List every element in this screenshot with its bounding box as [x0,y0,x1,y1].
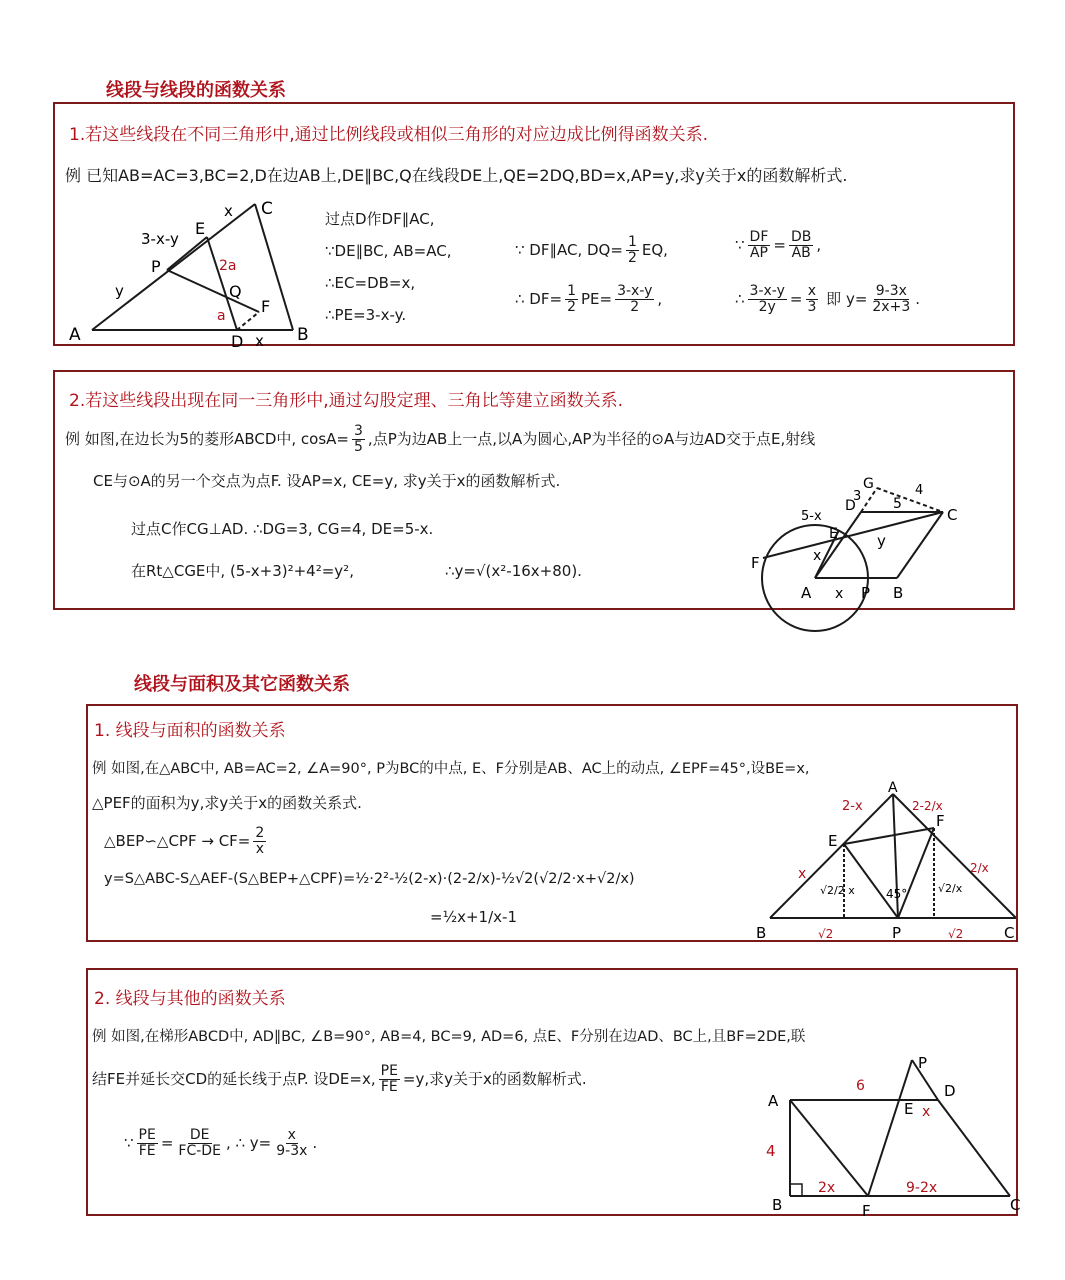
card2-step1: 过点C作CG⊥AD. ∴DG=3, CG=4, DE=5-x. [131,520,434,538]
fig2-label-B: B [893,584,904,602]
fig2-seg-5x: 5-x [801,509,822,524]
card1-step7: ∵ $\frac{DF}{AP}$ = $\frac{DB}{AB}$ , [735,229,822,261]
worksheet-page [20,48,1021,1238]
fig4-seg-x: x [922,1104,931,1120]
fig3-seg-2-2x: 2-2/x [912,799,943,813]
fig3-seg-2overx: 2/x [970,861,989,875]
card4-example-line2: 结FE并延长交CD的延长线于点P. 设DE=x, $\frac{PE}{FE}$ =y,求y关于x的函数解析式. [92,1063,587,1095]
card1-figure [67,192,327,351]
fig3-seg-r2overx: √2/x [938,882,963,895]
card2-example-line1: 例 如图,在边长为5的菱形ABCD中, cosA= $\frac{3}{5}$ ,点P为边AB上一点,以A为圆心,AP为半径的⊙A与边AD交于点E,射线 [65,423,816,455]
fig4-seg-2x: 2x [818,1180,836,1196]
fig1-label-D: D [231,332,244,351]
section1-heading: 线段与线段的函数关系 [106,80,286,101]
fig2-seg-4: 4 [915,483,924,498]
fig1-label-P: P [151,257,161,276]
card1-step1: 过点D作DF∥AC, [325,210,435,228]
fig2-dash-GC [877,488,943,512]
card-1 [53,102,1015,351]
fig3-seg-sqrt2-right: √2 [948,927,964,941]
card4-step: ∵ $\frac{PE}{FE}$ = $\frac{DE}{FC-DE}$ , ∴ y= $\frac{x}{9-3x}$ . [124,1127,318,1159]
card3-title: 1. 线段与面积的函数关系 [94,721,286,741]
fig1-seg-2a: 2a [219,258,237,274]
fig4-line-FP [868,1060,912,1196]
card3-figure [752,782,1018,942]
fig4-label-D: D [944,1082,956,1100]
fig1-line-PF [167,270,259,312]
fig4-label-P: P [918,1054,928,1072]
card2-step2b: ∴y=√(x²-16x+80). [445,562,582,580]
fig4-right-angle [790,1184,802,1196]
fig3-label-F: F [936,812,945,830]
fig4-seg-9-2x: 9-2x [906,1180,938,1196]
fig2-seg-x2: x [835,586,844,602]
card1-step5: ∵ DF∥AC, DQ= $\frac{1}{2}$ EQ, [515,234,668,266]
fig1-label-A: A [69,325,81,345]
fig4-label-E: E [904,1100,914,1118]
fig1-label-Q: Q [229,282,242,301]
fig1-seg-x-bottom: x [255,332,264,350]
card3-step3: =½x+1/x-1 [430,908,517,926]
fig2-label-A: A [801,584,812,602]
fig1-label-E: E [195,219,206,238]
fig3-label-C: C [1004,924,1015,942]
fig1-seg-y: y [115,282,124,300]
card1-step2: ∵DE∥BC, AB=AC, [325,242,452,260]
fig4-side-DC [938,1100,1010,1196]
card-2 [53,370,1015,610]
card4-example-line1: 例 如图,在梯形ABCD中, AD∥BC, ∠B=90°, AB=4, BC=9, AD=6, 点E、F分别在边AD、BC上,且BF=2DE,联 [92,1029,806,1045]
card4-title: 2. 线段与其他的函数关系 [94,989,286,1009]
fig3-seg-r2x: √2/2 x [820,884,855,897]
card3-step2: y=S△ABC-S△AEF-(S△BEP+△CPF)=½·2²-½(2-x)·(2-2/x)-½√2(√2/2·x+√2/x) [104,871,635,887]
card2-example-line2: CE与⊙A的另一个交点为点F. 设AP=x, CE=y, 求y关于x的函数解析式. [93,472,561,490]
fig2-label-F: F [751,554,760,572]
card1-step6: ∴ DF= $\frac{1}{2}$ PE= $\frac{3-x-y}{2}$ , [515,283,663,315]
card1-step3: ∴EC=DB=x, [325,274,416,292]
fig2-seg-y: y [877,532,886,550]
card-4 [86,968,1021,1220]
fig3-label-P: P [892,924,902,942]
fig2-label-D: D [845,498,856,514]
fig3-label-E: E [828,832,838,850]
card1-title: 1.若这些线段在不同三角形中,通过比例线段或相似三角形的对应边成比例得函数关系. [69,125,709,145]
card4-figure [748,1054,1021,1220]
fig2-label-E: E [829,526,838,542]
fig2-side-AD [815,512,861,578]
fig3-line-PF [898,828,934,918]
fig4-label-F: F [862,1202,871,1220]
fig2-seg-5: 5 [893,496,902,512]
fig3-angle: 45° [886,887,908,901]
fig3-seg-x: x [798,866,807,882]
fig2-label-C: C [947,506,958,524]
fig4-seg-4: 4 [766,1142,776,1160]
card2-figure [749,448,989,608]
fig1-seg-a: a [217,308,226,324]
fig1-label-F: F [261,297,271,316]
section2-heading: 线段与面积及其它函数关系 [134,674,350,695]
fig3-label-A: A [888,780,898,796]
card3-example-line2: △PEF的面积为y,求y关于x的函数关系式. [92,794,362,812]
fig4-label-A: A [768,1092,779,1110]
fig2-label-P: P [861,584,871,602]
card1-step4: ∴PE=3-x-y. [325,306,407,324]
fig3-seg-2x: 2-x [842,799,863,814]
card1-step8: ∴ $\frac{3-x-y}{2y}$ = $\frac{x}{3}$ 即 y= $\frac{9-3x}{2x+3}$ . [735,283,921,315]
card2-title: 2.若这些线段出现在同一三角形中,通过勾股定理、三角比等建立函数关系. [69,391,624,411]
fig3-seg-sqrt2-left: √2 [818,927,834,941]
fig1-label-C: C [261,199,273,219]
fig2-seg-3: 3 [853,489,862,504]
fig1-label-B: B [297,325,309,345]
card-3 [86,704,1018,942]
fig1-dash-DF [237,312,259,330]
fig3-label-B: B [756,924,767,942]
fig2-label-G: G [863,476,874,492]
fig4-label-C: C [1010,1196,1021,1214]
fig2-seg-x1: x [813,548,822,564]
card2-step2a: 在Rt△CGE中, (5-x+3)²+4²=y², [131,562,354,580]
fig1-seg-top: 3-x-y [141,230,179,248]
fig4-label-B: B [772,1196,783,1214]
fig3-line-PE [844,844,898,918]
card3-example-line1: 例 如图,在△ABC中, AB=AC=2, ∠A=90°, P为BC的中点, E、F分别是AB、AC上的动点, ∠EPF=45°,设BE=x, [92,761,810,777]
fig4-seg-6: 6 [856,1078,865,1094]
card3-step1: △BEP∽△CPF → CF= $\frac{2}{x}$ [104,825,265,857]
fig3-side-AB [770,794,893,918]
fig1-seg-x-top: x [224,202,233,220]
card1-example: 例 已知AB=AC=3,BC=2,D在边AB上,DE∥BC,Q在线段DE上,QE=2DQ,BD=x,AP=y,求y关于x的函数解析式. [65,166,848,185]
